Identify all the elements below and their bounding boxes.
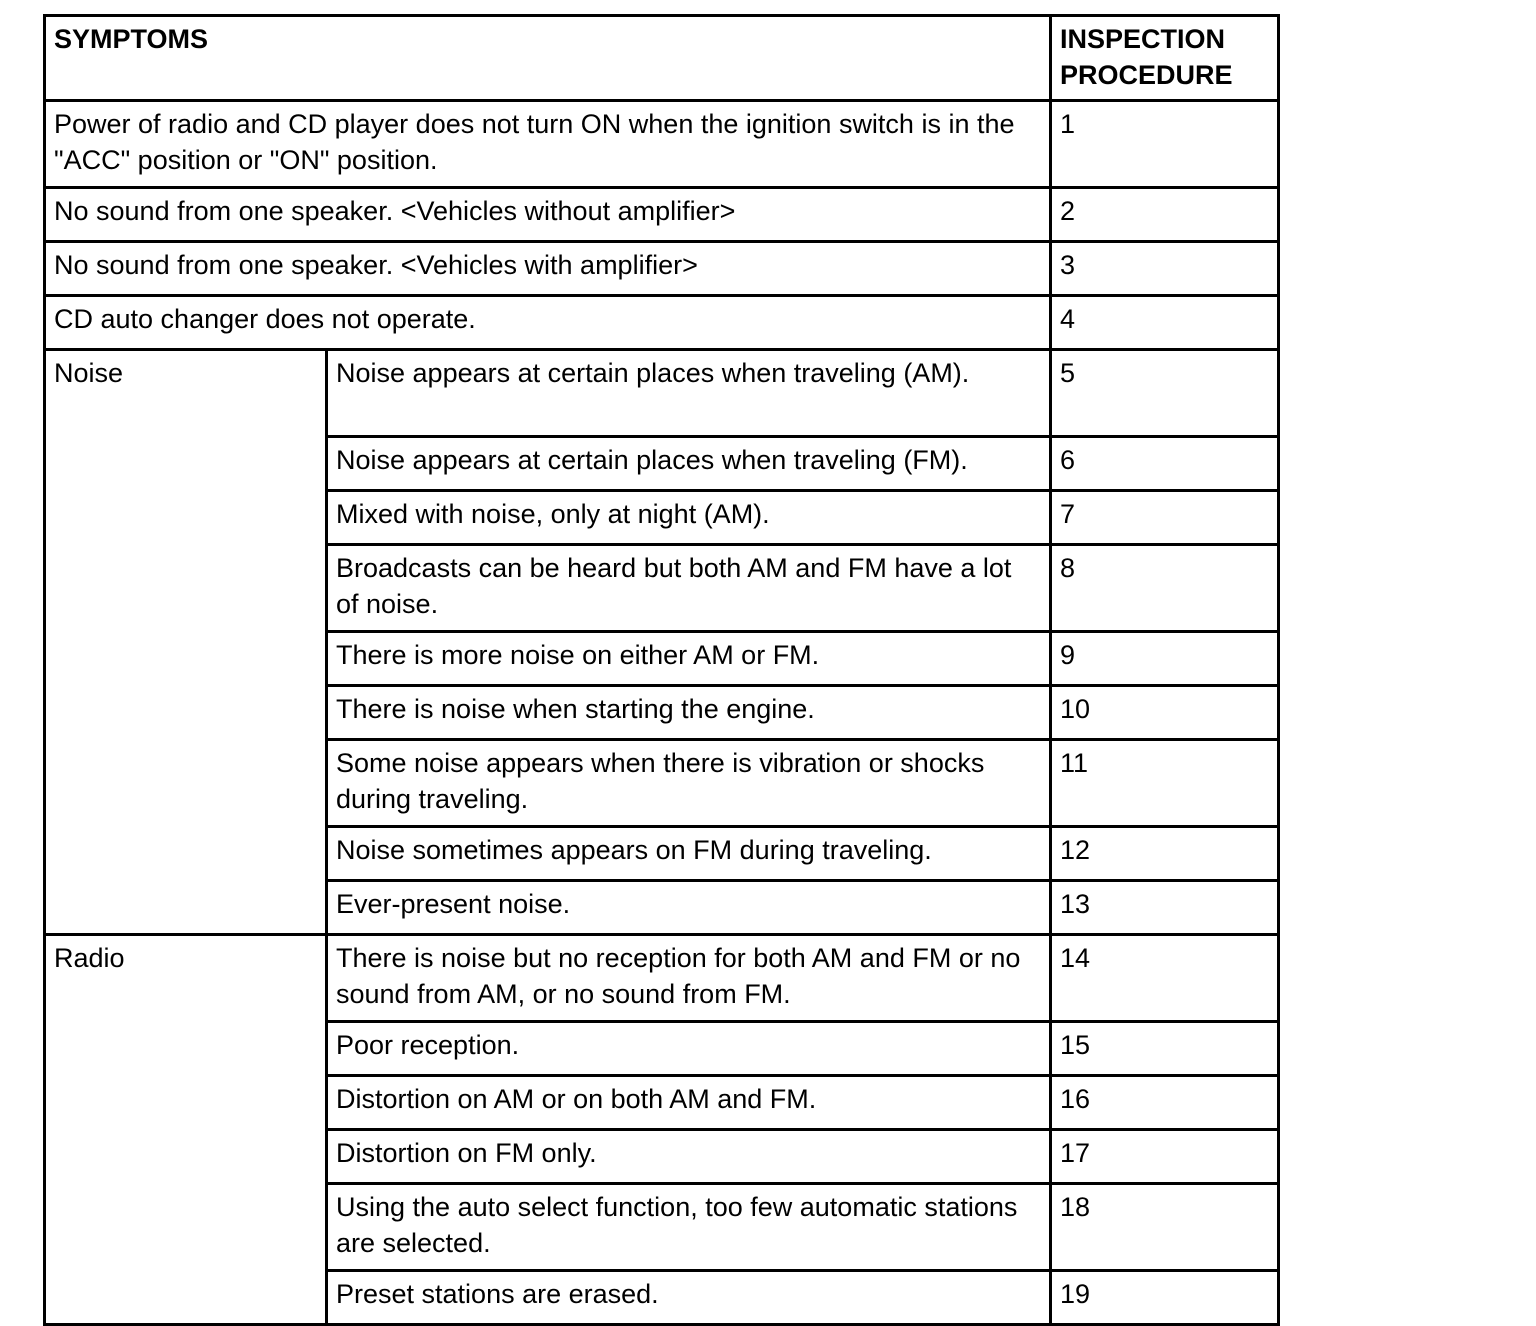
procedure-cell: 14 bbox=[1051, 935, 1279, 1022]
procedure-cell: 10 bbox=[1051, 686, 1279, 740]
symptom-cell: There is more noise on either AM or FM. bbox=[327, 632, 1051, 686]
procedure-cell: 16 bbox=[1051, 1076, 1279, 1130]
symptom-cell: Broadcasts can be heard but both AM and FM have a lot of noise. bbox=[327, 545, 1051, 632]
procedure-cell: 17 bbox=[1051, 1130, 1279, 1184]
procedure-cell: 4 bbox=[1051, 296, 1279, 350]
procedure-cell: 3 bbox=[1051, 242, 1279, 296]
table-row bbox=[45, 350, 1279, 437]
symptom-cell: Ever-present noise. bbox=[327, 881, 1051, 935]
procedure-cell: 12 bbox=[1051, 827, 1279, 881]
table-header-row bbox=[45, 16, 1279, 101]
symptom-cell: CD auto changer does not operate. bbox=[45, 296, 1051, 350]
procedure-cell: 8 bbox=[1051, 545, 1279, 632]
symptom-cell: There is noise when starting the engine. bbox=[327, 686, 1051, 740]
procedure-cell: 2 bbox=[1051, 188, 1279, 242]
symptoms-table bbox=[43, 14, 1280, 1326]
procedure-cell: 18 bbox=[1051, 1184, 1279, 1271]
symptom-cell: Mixed with noise, only at night (AM). bbox=[327, 491, 1051, 545]
symptom-cell: Using the auto select function, too few automatic stations are selected. bbox=[327, 1184, 1051, 1271]
symptom-cell: Noise appears at certain places when traveling (AM). bbox=[327, 350, 1051, 437]
procedure-cell: 13 bbox=[1051, 881, 1279, 935]
symptom-cell: Distortion on AM or on both AM and FM. bbox=[327, 1076, 1051, 1130]
procedure-cell: 6 bbox=[1051, 437, 1279, 491]
symptom-cell: Some noise appears when there is vibration or shocks during traveling. bbox=[327, 740, 1051, 827]
procedure-cell: 7 bbox=[1051, 491, 1279, 545]
table-row bbox=[45, 242, 1279, 296]
category-cell-noise: Noise bbox=[45, 350, 327, 935]
table-row bbox=[45, 296, 1279, 350]
procedure-cell: 15 bbox=[1051, 1022, 1279, 1076]
table-row bbox=[45, 101, 1279, 188]
category-cell-radio: Radio bbox=[45, 935, 327, 1325]
symptom-cell: No sound from one speaker. <Vehicles without amplifier> bbox=[45, 188, 1051, 242]
symptom-cell: Poor reception. bbox=[327, 1022, 1051, 1076]
procedure-cell: 1 bbox=[1051, 101, 1279, 188]
inspection-procedure-header: INSPECTION PROCEDURE bbox=[1051, 16, 1279, 101]
procedure-cell: 9 bbox=[1051, 632, 1279, 686]
symptom-cell: There is noise but no reception for both AM and FM or no sound from AM, or no sound from FM. bbox=[327, 935, 1051, 1022]
symptoms-header: SYMPTOMS bbox=[45, 16, 1051, 101]
procedure-cell: 19 bbox=[1051, 1271, 1279, 1325]
procedure-cell: 5 bbox=[1051, 350, 1279, 437]
symptom-cell: Noise sometimes appears on FM during traveling. bbox=[327, 827, 1051, 881]
symptom-cell: Preset stations are erased. bbox=[327, 1271, 1051, 1325]
table-row bbox=[45, 188, 1279, 242]
symptom-cell: Distortion on FM only. bbox=[327, 1130, 1051, 1184]
procedure-cell: 11 bbox=[1051, 740, 1279, 827]
symptom-cell: Noise appears at certain places when traveling (FM). bbox=[327, 437, 1051, 491]
table-row bbox=[45, 935, 1279, 1022]
symptom-cell: Power of radio and CD player does not turn ON when the ignition switch is in the "ACC" position or "ON" position. bbox=[45, 101, 1051, 188]
symptom-cell: No sound from one speaker. <Vehicles with amplifier> bbox=[45, 242, 1051, 296]
